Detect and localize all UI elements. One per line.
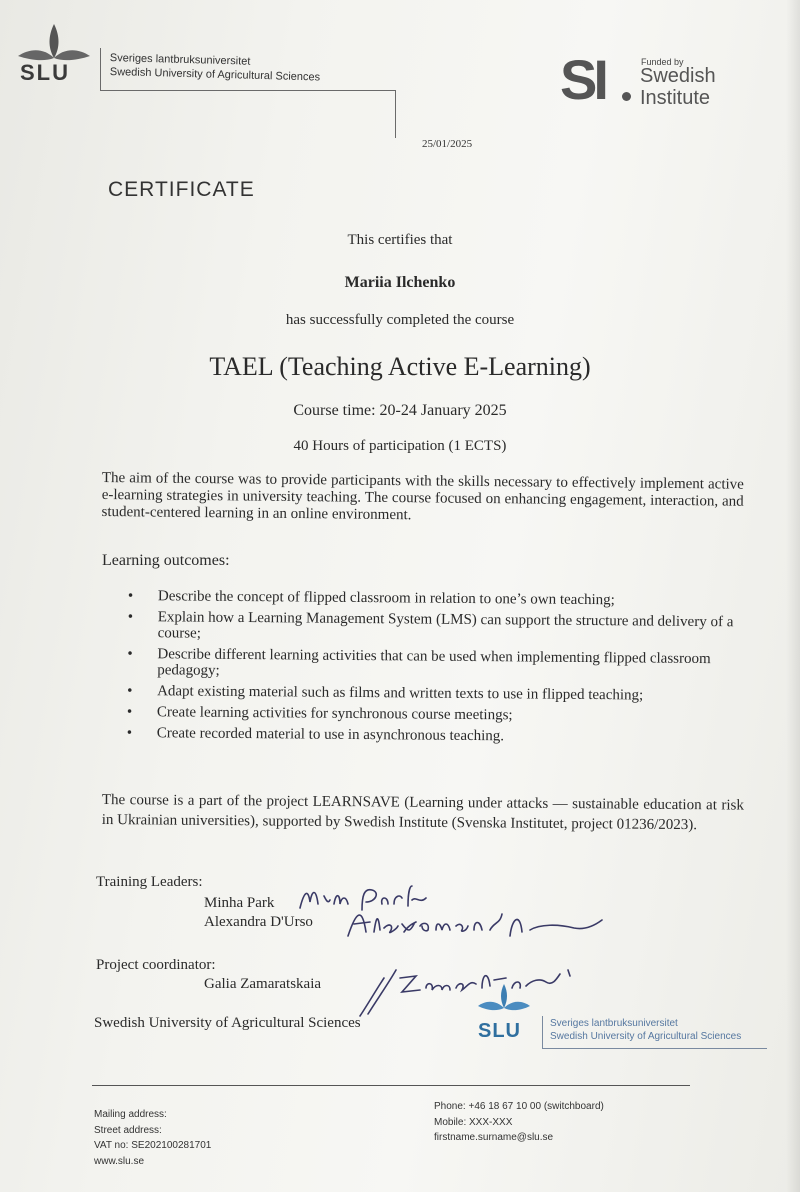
- project-coordinator-name: Galia Zamaratskaia: [204, 976, 322, 992]
- slu-name-swedish: Sveriges lantbruksuniversitet: [109, 52, 251, 68]
- footer-address-block: [94, 1107, 211, 1169]
- si-logo-mark: SI: [560, 48, 605, 111]
- training-leaders-heading: Training Leaders:: [96, 874, 203, 890]
- si-name-line1: Swedish: [640, 65, 716, 87]
- header-divider: [100, 48, 101, 90]
- learning-outcomes-heading: Learning outcomes:: [102, 552, 230, 569]
- slu-stamp-name-swedish: Sveriges lantbruksuniversitet: [550, 1018, 678, 1029]
- learning-outcomes-list: [127, 588, 748, 751]
- list-item: • Describe the concept of flipped classroom in relation to one’s own teaching;: [128, 588, 748, 609]
- project-paragraph: The course is a part of the project LEARNSAVE (Learning under attacks — sustainable education at risk in Ukrainian universities), supported by Swedish Institute (Svenska Institutet, project 01236/2023).: [101, 791, 744, 834]
- footer-street-address: Street address:: [94, 1124, 162, 1136]
- footer-email: firstname.surname@slu.se: [434, 1132, 554, 1143]
- slu-stamp-name-english: Swedish University of Agricultural Sciences: [550, 1031, 742, 1042]
- footer-website: www.slu.se: [94, 1155, 145, 1167]
- si-logo-dot-icon: [622, 92, 631, 101]
- slu-logo-text: SLU: [20, 60, 70, 85]
- list-item: • Create learning activities for synchronous course meetings;: [127, 704, 747, 725]
- signature-alexandra-durso-icon: [344, 902, 606, 946]
- footer-vat: VAT no: SE202100281701: [94, 1140, 212, 1151]
- course-name: TAEL (Teaching Active E-Learning): [209, 352, 591, 381]
- footer-divider: [92, 1085, 690, 1086]
- header-divider: [395, 90, 396, 138]
- footer-mobile: Mobile: XXX-XXX: [434, 1116, 513, 1128]
- certificate-title: CERTIFICATE: [108, 178, 255, 201]
- list-item: • Describe different learning activities that can be used when implementing flipped classroom pedagogy;: [127, 646, 747, 683]
- paper-edge-shadow: [786, 0, 800, 1192]
- training-leader-2: Alexandra D'Urso: [204, 914, 313, 930]
- course-hours: 40 Hours of participation (1 ECTS): [293, 438, 507, 454]
- stamp-divider: [542, 1016, 543, 1048]
- university-name: Swedish University of Agricultural Sciences: [94, 1015, 361, 1031]
- training-leader-1: Minha Park: [204, 895, 275, 911]
- stamp-divider: [542, 1048, 767, 1049]
- footer-phone: Phone: +46 18 67 10 00 (switchboard): [434, 1101, 604, 1112]
- certificate-date: 25/01/2025: [422, 138, 473, 150]
- slu-stamp-logo-text: SLU: [478, 1020, 521, 1042]
- si-funded-by: Funded by: [641, 57, 684, 67]
- list-item: • Explain how a Learning Management System (LMS) can support the structure and delivery of a course;: [128, 609, 748, 646]
- footer-contact-block: [434, 1099, 604, 1146]
- course-aim-paragraph: The aim of the course was to provide participants with the skills necessary to effectively implement active e-learning strategies in university teaching. The course focused on enhancing engagement, interaction, and student-centered learning in an online environment.: [101, 470, 744, 524]
- signature-galia-zamaratskaia-icon: [356, 960, 586, 1018]
- si-name-line2: Institute: [640, 87, 711, 109]
- completed-text: has successfully completed the course: [285, 312, 515, 328]
- course-time: Course time: 20-24 January 2025: [293, 402, 507, 419]
- footer-mailing-address: Mailing address:: [94, 1109, 167, 1120]
- list-item: • Adapt existing material such as films and written texts to use in flipped teaching;: [127, 683, 747, 704]
- certifies-that-text: This certifies that: [347, 232, 453, 248]
- header-divider: [100, 90, 395, 91]
- slu-name-english: Swedish University of Agricultural Sciences: [109, 66, 321, 84]
- list-item: • Create recorded material to use in asynchronous teaching.: [127, 725, 747, 746]
- project-coordinator-heading: Project coordinator:: [96, 957, 216, 973]
- recipient-name: Mariia Ilchenko: [344, 274, 456, 291]
